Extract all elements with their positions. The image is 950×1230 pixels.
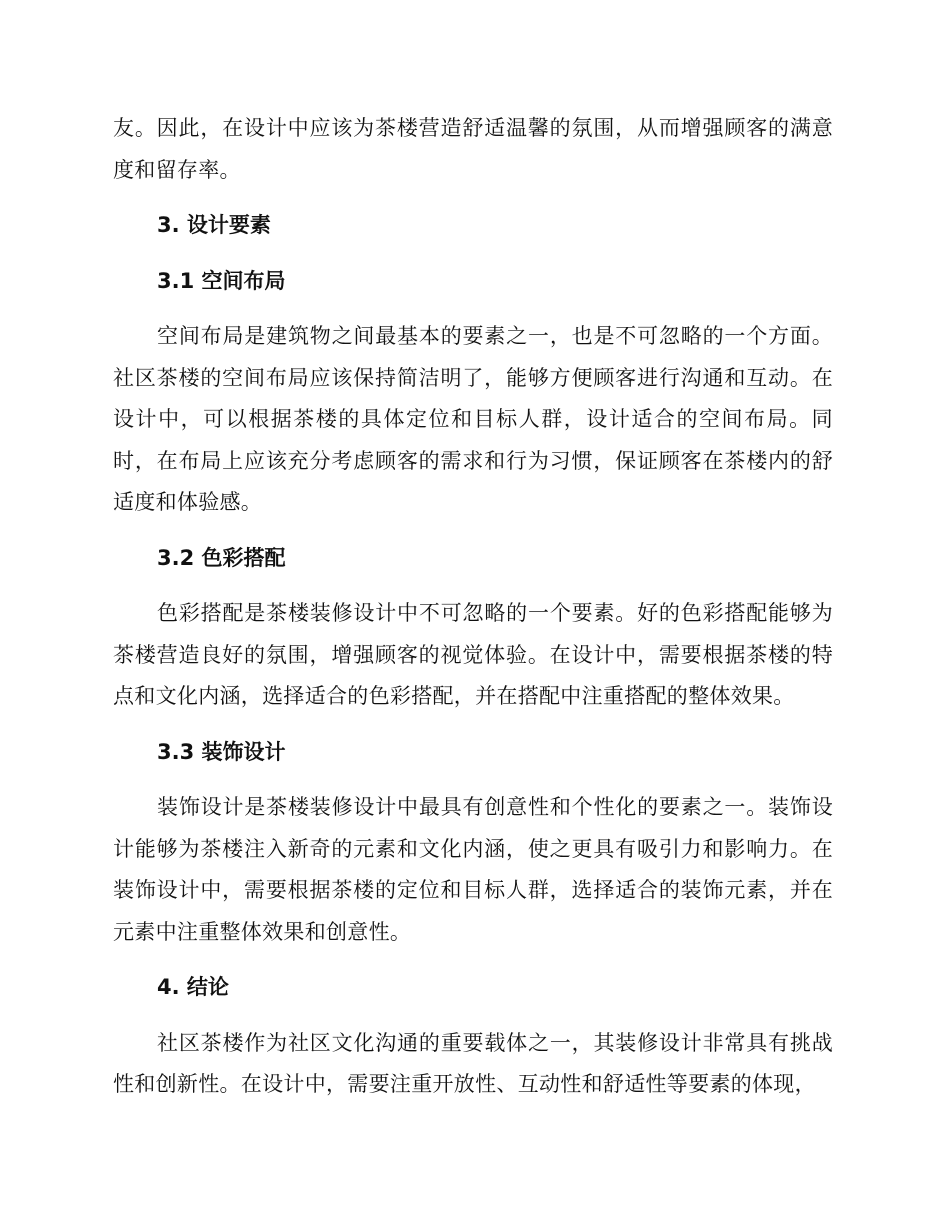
heading-color-matching: 3.2 色彩搭配 <box>157 545 286 570</box>
paragraph-continuation: 友。因此，在设计中应该为茶楼营造舒适温馨的氛围，从而增强顾客的满意度和留存率。 <box>113 116 833 182</box>
heading-design-elements: 3. 设计要素 <box>157 213 271 237</box>
heading-conclusion: 4. 结论 <box>157 975 229 999</box>
heading-decoration-design: 3.3 装饰设计 <box>157 739 286 764</box>
document-page <box>113 108 833 1106</box>
heading-space-layout: 3.1 空间布局 <box>157 268 286 293</box>
paragraph-conclusion: 社区茶楼作为社区文化沟通的重要载体之一，其装修设计非常具有挑战性和创新性。在设计中，需要注重开放性、互动性和舒适性等要素的体现， <box>113 1030 833 1096</box>
paragraph-color-matching: 色彩搭配是茶楼装修设计中不可忽略的一个要素。好的色彩搭配能够为茶楼营造良好的氛围，增强顾客的视觉体验。在设计中，需要根据茶楼的特点和文化内涵，选择适合的色彩搭配，并在搭配中注重搭配的整体效果。 <box>113 601 833 708</box>
paragraph-decoration-design: 装饰设计是茶楼装修设计中最具有创意性和个性化的要素之一。装饰设计能够为茶楼注入新奇的元素和文化内涵，使之更具有吸引力和影响力。在装饰设计中，需要根据茶楼的定位和目标人群，选择适合的装饰元素，并在元素中注重整体效果和创意性。 <box>113 795 833 944</box>
paragraph-space-layout: 空间布局是建筑物之间最基本的要素之一，也是不可忽略的一个方面。社区茶楼的空间布局应该保持简洁明了，能够方便顾客进行沟通和互动。在设计中，可以根据茶楼的具体定位和目标人群，设计适合的空间布局。同时，在布局上应该充分考虑顾客的需求和行为习惯，保证顾客在茶楼内的舒适度和体验感。 <box>113 324 833 514</box>
